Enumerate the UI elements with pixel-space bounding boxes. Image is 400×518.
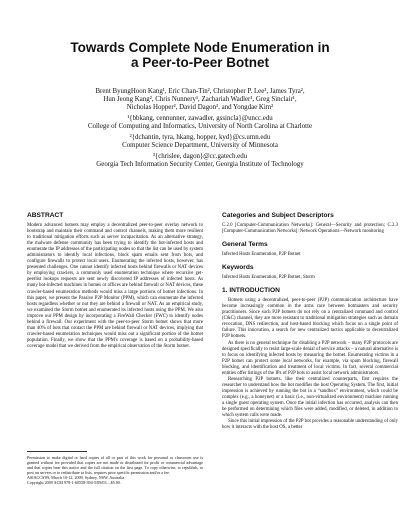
- affiliation-email: ¹{bbkang, cennunner, zawadler, gssincla}@uncc.edu: [127, 115, 273, 122]
- introduction-paragraph: Since this initial impression of the P2P bot provides a reasonable understanding of only how it interacts with the host OS, a better: [222, 419, 398, 431]
- copyright-footnote: [27, 451, 203, 486]
- paper-title-line-2: a Peer-to-Peer Botnet: [130, 55, 270, 70]
- categories-text: C.2.0 [Computer-Communication Networks]: General—Security and protection; C.2.3 [Computer-Communication Networks]: Network Operations—Network monitoring: [222, 223, 398, 235]
- left-column: [27, 212, 203, 350]
- author-line: Hun Jeong Kang², Chris Nunnery¹, Zachariah Wadler¹, Greg Sinclair¹,: [103, 96, 297, 103]
- keywords-text: Infected Hosts Enumeration, P2P Botnet, Storm: [222, 275, 315, 281]
- affiliation-email: ³{chrislee, dagon}@cc.gatech.edu: [152, 153, 248, 160]
- general-terms-heading: General Terms: [222, 241, 268, 249]
- author-line: Nicholas Hopper², David Dagon³, and Yongdae Kim²: [126, 104, 274, 111]
- keywords-heading: Keywords: [222, 264, 254, 272]
- general-terms-text: Infected Hosts Enumeration, P2P Botnet: [222, 252, 301, 258]
- paper-title-line-1: Towards Complete Node Enumeration in: [70, 40, 330, 55]
- affiliation-email: ²{dchantin, tyra, hkang, hopper, kyd}@cs.umn.edu: [129, 134, 271, 141]
- introduction-paragraph: Researching P2P botnets, like their centralized counterparts, first requires the researcher to understand how the bot modifies the host Operating System. The first, initial impression is achieved by running the bot in a “sandbox” environment, which could be complex (e.g., a honeynet) or a basic (i.e., non-virtualized environment) machine running a single guest operating system. Once the initial infection has occurred, analysis can then be performed on determining which files were added, modified, or deleted, in addition to which system calls were made.: [222, 376, 398, 419]
- introduction-heading: 1. INTRODUCTION: [222, 287, 280, 295]
- conference-venue: ASIACCS'09, March 10-12, 2009, Sydney, NSW, Australia: [27, 475, 125, 481]
- affiliation-institution: Computer Science Department, University of Minnesota: [122, 142, 278, 149]
- right-column: [222, 212, 398, 431]
- affiliation-institution: Georgia Tech Information Security Center, Georgia Institute of Technology: [96, 161, 304, 168]
- author-block: [0, 88, 400, 169]
- introduction-paragraph: Botnets using a decentralized, peer-to-peer (P2P) communication architecture have become increasingly common in the arms race between botmasters and security practitioners. Since such P2P botnets do not rely on a centralized command and control (C&C) channel, they are more resistant to traditional mitigation strategies such as domain revocation, DNS redirection, and host-based blocking which focus on a single point of failure. This innovation, a search for new centralized tactics applicable to decentralized P2P botnets.: [222, 298, 398, 340]
- abstract-text: Modern advanced botnets may employ a decentralized peer-to-peer overlay network to bootstrap and maintain their command and control channels, making them more resilient to traditional mitigation efforts such as server incapacitation. As an alternative strategy, the malware defense community has been trying to identify the bot-infected hosts and enumerate the IP addresses of the participating nodes so that the list can be used by system administrators to identify local infections, block spam emails sent from bots, and configure firewalls to protect local users. Enumerating the infected hosts, however, has presented challenges. One cannot identify infected hosts behind firewalls or NAT devices by employing crawlers, a commonly used enumeration technique where recursive get-peerlist lookups requests are sent newly discovered IP addresses of infected hosts. As many bot-infected machines in homes or offices are behind firewall or NAT devices, these crawler-based enumeration methods would miss a large portions of botnet infections. In this paper, we present the Passive P2P Monitor (PPM), which can enumerate the infected hosts regardless whether or not they are behind a firewall or NAT. As an empirical study, we examined the Storm botnet and enumerated its infected hosts using the PPM. We also improve our PPM design by incorporating a FireWall Checker (FWC) to identify nodes behind a firewall. Our experiment with the peer-to-peer Storm botnet shows that more than 40% of bots that contact the PPM are behind firewall or NAT devices, implying that crawler-based enumeration techniques would miss out a significant portion of the botnet population. Finally, we show that the PPM's coverage is based on a probability-based coverage model that we derived from the empirical observation of the Storm botnet.: [27, 223, 203, 349]
- permission-notice: Permission to make digital or hard copies of all or part of this work for personal or classroom use is granted without fee provided that copies are not made or distributed for profit or commercial advantage and that copies bear this notice and the full citation on the first page. To copy otherwise, to republish, to post on servers or to redistribute to lists, requires prior specific permission and/or a fee.: [27, 455, 203, 476]
- copyright-line: Copyright 2009 ACM 978-1-60558-394-5/09/03 ...$5.00.: [27, 480, 121, 486]
- abstract-heading: ABSTRACT: [27, 212, 64, 219]
- author-line: Brent ByungHoon Kang¹, Eric Chan-Tin², Christopher P. Lee³, James Tyra²,: [95, 88, 305, 95]
- paper-title: [0, 40, 400, 70]
- footnote-divider: [27, 451, 87, 452]
- introduction-paragraph: As there is no general technique for disabling a P2P network – many P2P protocols are designed specifically to resist large-scale denial of service attacks – a natural alternative is to focus on identifying infected hosts by measuring the botnet. Enumerating victims in a P2P botnet can protect some local networks, for example, via spam blocking, firewall blocking, and identification and treatment of local victims. In fact, several commercial entities offer listings of the IPs of P2P bots to assist local network administrators.: [222, 340, 398, 376]
- affiliation-institution: College of Computing and Informatics, University of North Carolina at Charlotte: [87, 123, 313, 130]
- categories-heading: Categories and Subject Descriptors: [222, 212, 334, 219]
